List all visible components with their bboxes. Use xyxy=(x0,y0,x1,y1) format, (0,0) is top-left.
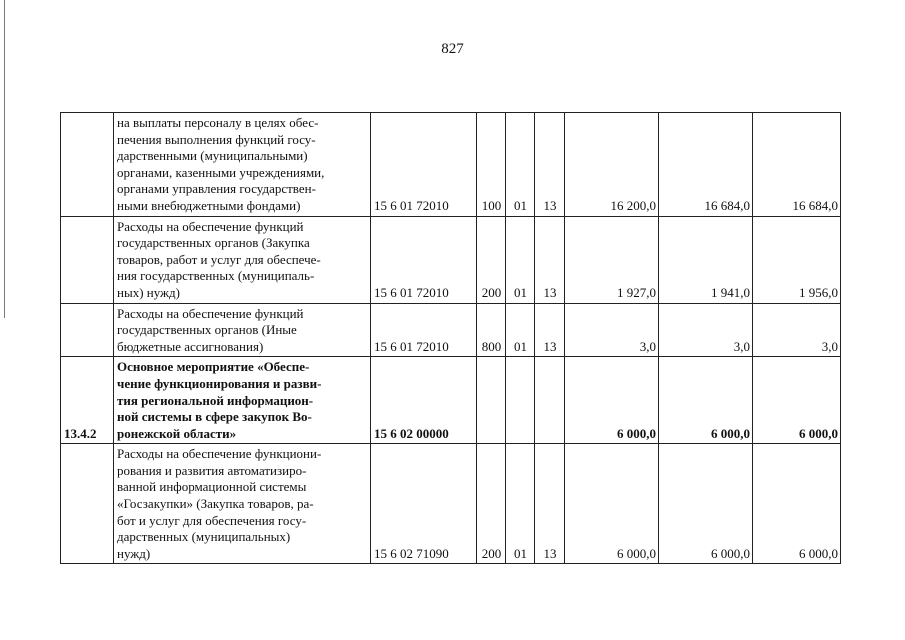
amount-year-3: 16 684,0 xyxy=(753,113,841,217)
target-article-code: 15 6 01 72010 xyxy=(371,113,477,217)
amount-year-2: 16 684,0 xyxy=(659,113,753,217)
target-article-code: 15 6 01 72010 xyxy=(371,303,477,357)
description-line: нужд) xyxy=(117,545,151,561)
amount-year-1: 6 000,0 xyxy=(565,444,659,564)
row-number: 13.4.2 xyxy=(61,357,114,444)
table-row xyxy=(61,357,841,444)
description-line: ной системы в сфере закупок Во- xyxy=(117,409,312,425)
target-article-code: 15 6 02 71090 xyxy=(371,444,477,564)
subsection-code: 13 xyxy=(535,444,565,564)
row-description xyxy=(114,357,371,444)
section-code: 01 xyxy=(506,444,535,564)
description-line: Расходы на обеспечение функций xyxy=(117,305,304,321)
subsection-code xyxy=(535,357,565,444)
description-line: «Госзакупки» (Закупка товаров, ра- xyxy=(117,496,314,512)
description-line: Расходы на обеспечение функций xyxy=(117,218,304,234)
description-line: печения выполнения функций госу- xyxy=(117,131,316,147)
description-line: бюджетные ассигнования) xyxy=(117,338,264,354)
table-row xyxy=(61,216,841,303)
expense-type-code xyxy=(477,357,506,444)
description-line: органами, казенными учреждениями, xyxy=(117,164,325,180)
subsection-code: 13 xyxy=(535,216,565,303)
row-description xyxy=(114,444,371,564)
section-code xyxy=(506,357,535,444)
expense-type-code: 800 xyxy=(477,303,506,357)
description-line: дарственными (муниципальными) xyxy=(117,148,308,164)
amount-year-1: 1 927,0 xyxy=(565,216,659,303)
description-line: на выплаты персоналу в целях обес- xyxy=(117,115,319,130)
section-code: 01 xyxy=(506,113,535,217)
description-line: Расходы на обеспечение функциони- xyxy=(117,446,322,462)
row-description xyxy=(114,216,371,303)
description-line: органами управления государствен- xyxy=(117,181,316,197)
row-description xyxy=(114,303,371,357)
expense-type-code: 200 xyxy=(477,216,506,303)
table-row xyxy=(61,303,841,357)
amount-year-1: 6 000,0 xyxy=(565,357,659,444)
amount-year-3: 3,0 xyxy=(753,303,841,357)
target-article-code: 15 6 01 72010 xyxy=(371,216,477,303)
description-line: рования и развития автоматизиро- xyxy=(117,462,307,478)
target-article-code: 15 6 02 00000 xyxy=(371,357,477,444)
row-number xyxy=(61,444,114,564)
amount-year-2: 6 000,0 xyxy=(659,357,753,444)
amount-year-3: 6 000,0 xyxy=(753,357,841,444)
row-number xyxy=(61,303,114,357)
amount-year-3: 6 000,0 xyxy=(753,444,841,564)
amount-year-1: 3,0 xyxy=(565,303,659,357)
table-row xyxy=(61,444,841,564)
expense-type-code: 100 xyxy=(477,113,506,217)
row-description xyxy=(114,113,371,217)
expense-type-code: 200 xyxy=(477,444,506,564)
description-line: Основное мероприятие «Обеспе- xyxy=(117,359,310,375)
amount-year-2: 1 941,0 xyxy=(659,216,753,303)
budget-table xyxy=(60,112,841,564)
section-code: 01 xyxy=(506,303,535,357)
description-line: ных) нужд) xyxy=(117,284,180,300)
description-line: ронежской области» xyxy=(117,425,237,441)
description-line: государственных органов (Закупка xyxy=(117,235,310,251)
amount-year-2: 6 000,0 xyxy=(659,444,753,564)
description-line: ными внебюджетными фондами) xyxy=(117,197,301,213)
amount-year-2: 3,0 xyxy=(659,303,753,357)
description-line: бот и услуг для обеспечения госу- xyxy=(117,512,307,528)
description-line: товаров, работ и услуг для обеспече- xyxy=(117,251,321,267)
description-line: ния государственных (муниципаль- xyxy=(117,268,315,284)
row-number xyxy=(61,113,114,217)
row-number xyxy=(61,216,114,303)
subsection-code: 13 xyxy=(535,303,565,357)
description-line: тия региональной информацион- xyxy=(117,392,314,408)
amount-year-3: 1 956,0 xyxy=(753,216,841,303)
table-row xyxy=(61,113,841,217)
description-line: ванной информационной системы xyxy=(117,479,307,495)
subsection-code: 13 xyxy=(535,113,565,217)
description-line: чение функционирования и разви- xyxy=(117,375,322,391)
description-line: дарственных (муниципальных) xyxy=(117,529,291,545)
section-code: 01 xyxy=(506,216,535,303)
page-number: 827 xyxy=(441,41,464,57)
amount-year-1: 16 200,0 xyxy=(565,113,659,217)
description-line: государственных органов (Иные xyxy=(117,322,297,338)
